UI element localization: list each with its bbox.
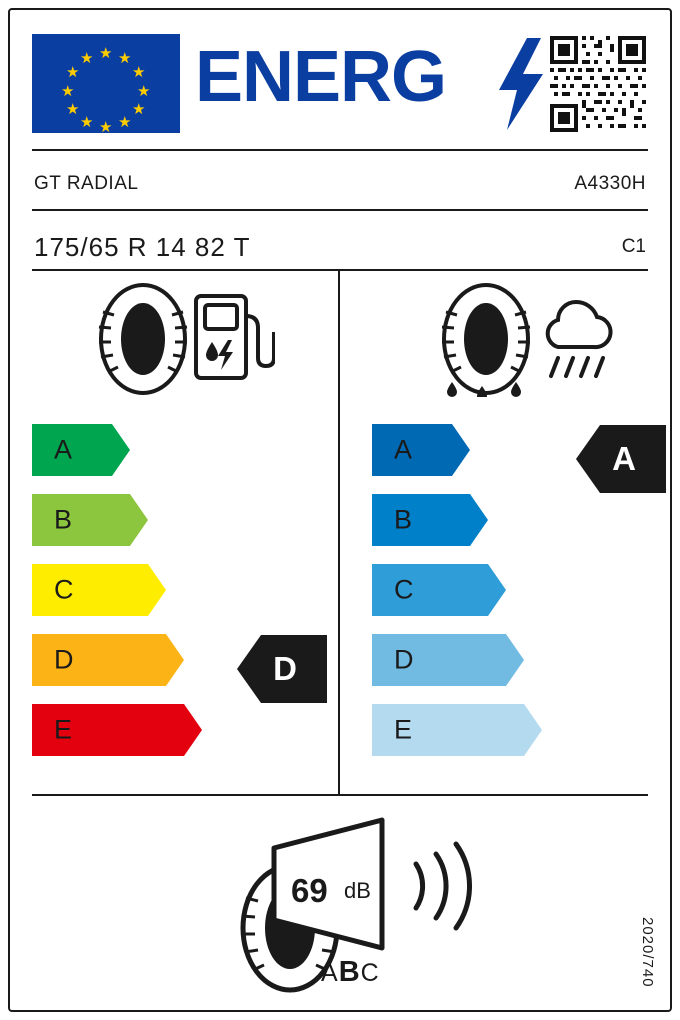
tyre-size: 175/65 R 14 82 T [34, 232, 251, 262]
page-title: ENERG [195, 37, 447, 117]
wet-grade-e-letter: E [394, 714, 413, 745]
noise-class-b: B [338, 956, 361, 988]
sound-waves-icon [408, 836, 478, 936]
eu-flag-icon: ★ ★ ★ ★ ★ ★ ★ ★ ★ ★ ★ ★ [32, 34, 180, 133]
noise-class-c: C [360, 959, 380, 987]
tyre-type-code: A4330H [574, 173, 646, 194]
wet-grade-b-letter: B [394, 504, 413, 535]
wet-grip-result-letter: A [612, 440, 636, 477]
manufacturer-name: GT RADIAL [34, 173, 139, 194]
wet-grade-a-letter: A [394, 434, 413, 465]
fuel-grade-d-letter: D [54, 644, 74, 675]
fuel-grade-c-letter: C [54, 574, 74, 605]
fuel-efficiency-result-letter: D [273, 650, 297, 687]
noise-db-unit: dB [344, 878, 371, 903]
fuel-grade-e-letter: E [54, 714, 73, 745]
energy-label [8, 8, 672, 1012]
noise-class-a: A [321, 959, 339, 987]
noise-section [10, 10, 670, 1010]
noise-class-scale [321, 956, 380, 989]
regulation-datecode: 2020/740 [639, 917, 656, 988]
tyre-class: C1 [621, 236, 646, 257]
wet-grade-d-letter: D [394, 644, 414, 675]
noise-db-value: 69 [291, 872, 328, 909]
fuel-grade-a-letter: A [54, 434, 73, 465]
wet-grade-c-letter: C [394, 574, 414, 605]
fuel-grade-b-letter: B [54, 504, 73, 535]
